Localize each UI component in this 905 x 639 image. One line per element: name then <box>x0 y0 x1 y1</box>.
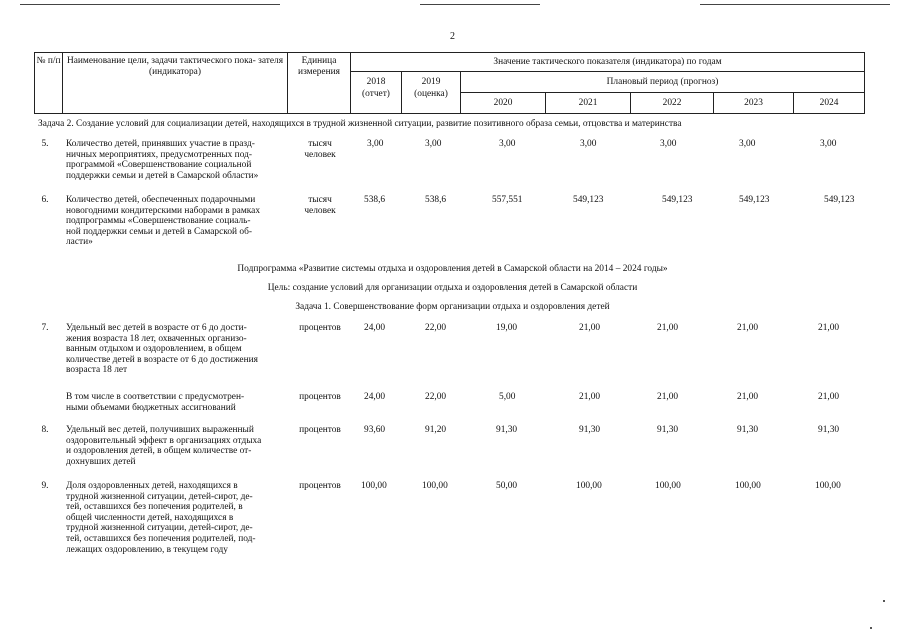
row-number: 5. <box>41 139 49 149</box>
plan-period-header: Плановый период (прогноз) <box>606 77 719 87</box>
row-7-value-2022: 21,00 <box>657 323 679 333</box>
row-7-value-2020: 19,00 <box>496 323 518 333</box>
row-5-unit: тысяч человек <box>304 139 336 160</box>
row-8-value-2018: 93,60 <box>364 425 386 435</box>
row-number: 6. <box>41 195 49 205</box>
scan-edge-line <box>20 4 280 5</box>
row-9-value-2024: 100,00 <box>815 481 841 491</box>
row-8-value-2024: 91,30 <box>818 425 840 435</box>
table-header <box>34 52 865 114</box>
row-5-description: Количество детей, принявших участие в празд- ничных мероприятиях, предусмотренных под- программой «Совершенствование социальной поддержки семьи и детей в Самарской области» <box>66 139 259 181</box>
row-6-unit: тысяч человек <box>304 195 336 216</box>
row-7a-value-2024: 21,00 <box>818 392 840 402</box>
row-9-value-2023: 100,00 <box>735 481 761 491</box>
row-7a-value-2021: 21,00 <box>579 392 601 402</box>
row-7a-value-2023: 21,00 <box>737 392 759 402</box>
row-7-value-2021: 21,00 <box>579 323 601 333</box>
row-6-description: Количество детей, обеспеченных подарочными новогодними кондитерскими наборами в рамках подпрограммы «Совершенствование социаль- ной поддержки семьи и детей в Самарской об- ласти» <box>66 195 261 248</box>
row-6-value-2020: 557,551 <box>492 195 523 205</box>
row-number: 8. <box>41 425 49 435</box>
year-2023: 2023 <box>744 98 763 108</box>
row-8-value-2023: 91,30 <box>737 425 759 435</box>
year-2019: 2019 <box>421 77 441 87</box>
page-number: 2 <box>450 31 455 42</box>
row-6-value-2022: 549,123 <box>662 195 693 205</box>
row-9-unit: процентов <box>299 481 341 491</box>
col-name-header: Наименование цели, задачи тактического пока- зателя (индикатора) <box>66 56 284 77</box>
year-2018: 2018 <box>366 77 386 87</box>
scan-edge-line <box>420 4 540 5</box>
row-6-value-2018: 538,6 <box>364 195 386 205</box>
row-5-value-2018: 3,00 <box>367 139 384 149</box>
row-5-value-2021: 3,00 <box>580 139 597 149</box>
year-2019-note: (оценка) <box>414 89 448 99</box>
row-9-value-2019: 100,00 <box>422 481 448 491</box>
row-9-value-2020: 50,00 <box>496 481 518 491</box>
row-5-value-2023: 3,00 <box>739 139 756 149</box>
scan-speck <box>883 600 885 602</box>
row-7-value-2018: 24,00 <box>364 323 386 333</box>
row-6-value-2023: 549,123 <box>739 195 770 205</box>
row-8-value-2021: 91,30 <box>579 425 601 435</box>
row-7a-value-2019: 22,00 <box>425 392 447 402</box>
row-9-description: Доля оздоровленных детей, находящихся в трудной жизненной ситуации, детей-сирот, де- тей, оставшихся без попечения родителей, в общей численности детей, находящихся в трудной жизненной ситуации, детей-сирот, де- тей, оставшихся без попечения родителей, под- лежащих оздоровлению, в текущем году <box>66 481 256 555</box>
row-7a-unit: процентов <box>299 392 341 402</box>
year-2022: 2022 <box>662 98 682 108</box>
row-7a-value-2020: 5,00 <box>499 392 516 402</box>
row-6-value-2021: 549,123 <box>573 195 604 205</box>
year-2024: 2024 <box>819 98 839 108</box>
scan-edge-line <box>700 4 890 5</box>
col-unit-header: Единица измерения <box>298 56 340 77</box>
row-5-value-2020: 3,00 <box>499 139 516 149</box>
row-7-unit: процентов <box>299 323 341 333</box>
year-2020: 2020 <box>493 98 513 108</box>
row-7-value-2019: 22,00 <box>425 323 447 333</box>
goal-heading: Цель: создание условий для организации отдыха и оздоровления детей в Самарской области <box>267 283 638 293</box>
row-number: 9. <box>41 481 49 491</box>
row-8-unit: процентов <box>299 425 341 435</box>
task-2-heading: Задача 2. Создание условий для социализации детей, находящихся в трудной жизненной ситуации, развитие позитивного образа семьи, отцовства и материнства <box>38 119 682 129</box>
col-number-header: № п/п <box>36 56 61 66</box>
row-6-value-2019: 538,6 <box>425 195 447 205</box>
row-8-value-2019: 91,20 <box>425 425 447 435</box>
row-8-description: Удельный вес детей, получивших выраженный оздоровительный эффект в организациях отдыха и оздоровления детей, в общем количестве от- дохнувших детей <box>66 425 262 467</box>
row-5-value-2019: 3,00 <box>425 139 442 149</box>
row-5-value-2022: 3,00 <box>660 139 677 149</box>
scan-speck <box>870 627 872 629</box>
row-9-value-2022: 100,00 <box>655 481 681 491</box>
year-2018-note: (отчет) <box>362 89 390 99</box>
row-7-value-2024: 21,00 <box>818 323 840 333</box>
row-5-value-2024: 3,00 <box>820 139 837 149</box>
subprogram-heading: Подпрограмма «Развитие системы отдыха и оздоровления детей в Самарской области на 2014 – 2024 годы» <box>237 264 668 274</box>
row-8-value-2022: 91,30 <box>657 425 679 435</box>
col-values-header: Значение тактического показателя (индикатора) по годам <box>493 57 722 67</box>
row-7-value-2023: 21,00 <box>737 323 759 333</box>
row-number: 7. <box>41 323 49 333</box>
row-8-value-2020: 91,30 <box>496 425 518 435</box>
task-1-heading: Задача 1. Совершенствование форм организации отдыха и оздоровления детей <box>295 302 610 312</box>
row-7a-value-2022: 21,00 <box>657 392 679 402</box>
row-7a-value-2018: 24,00 <box>364 392 386 402</box>
row-6-value-2024: 549,123 <box>824 195 855 205</box>
row-9-value-2021: 100,00 <box>576 481 602 491</box>
row-9-value-2018: 100,00 <box>361 481 387 491</box>
row-7-description: Удельный вес детей в возрасте от 6 до дости- жения возраста 18 лет, охваченных организо- ванным отдыхом и оздоровлением, в общем количестве детей в возрасте от 6 до достижения возраста 18 лет <box>66 323 258 376</box>
row-7a-description: В том числе в соответствии с предусмотрен- ными объемами бюджетных ассигнований <box>66 392 245 413</box>
year-2021: 2021 <box>578 98 598 108</box>
